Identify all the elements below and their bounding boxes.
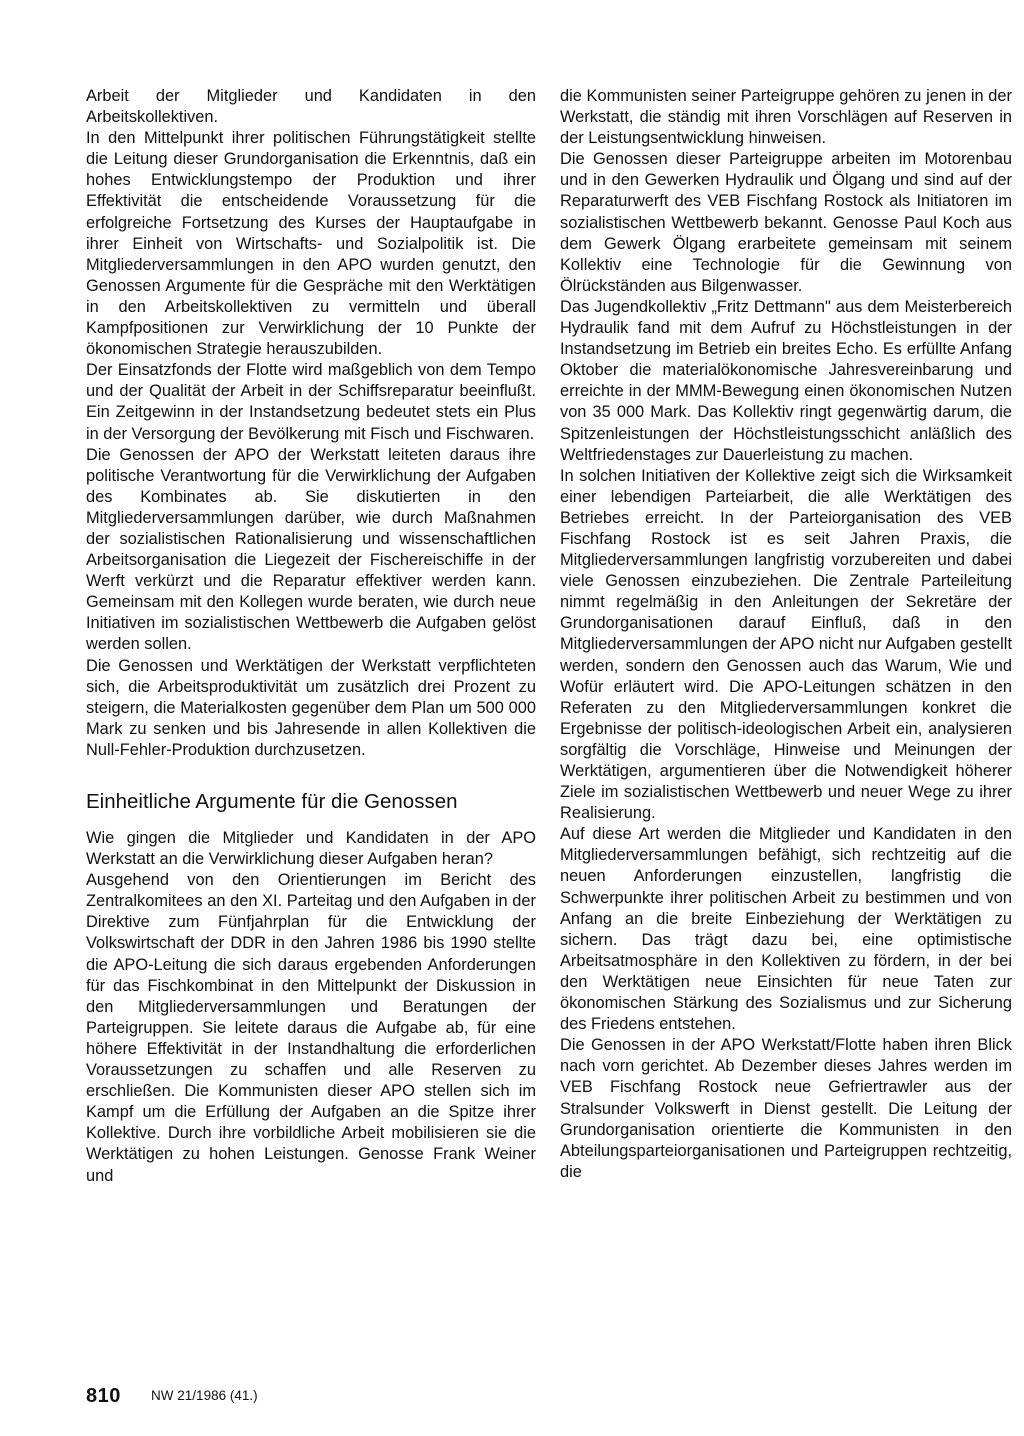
paragraph: Die Genossen dieser Parteigruppe arbeiten im Motorenbau und in den Gewerken Hydraulik und Ölgang und sind auf der Reparaturwerft des VEB Fischfang Rostock als Initiatoren im sozialistischen Wettbewerb bekannt. Genosse Paul Koch aus dem Gewerk Ölgang erarbeitete gemeinsam mit seinem Kollektiv eine Technologie für die Gewinnung von Ölrückständen aus Bilgenwasser. bbox=[560, 150, 1012, 295]
left-column bbox=[86, 86, 536, 1187]
paragraph: In solchen Initiativen der Kollektive zeigt sich die Wirksamkeit einer lebendigen Parteiarbeit, die alle Werktätigen des Betriebes erreicht. In der Parteiorganisation des VEB Fischfang Rostock ist es seit Jahren Praxis, die Mitgliederversammlungen langfristig vorzubereiten und dabei viele Genossen einzubeziehen. Die Zentrale Parteileitung nimmt regelmäßig in den Anleitungen der Sekretäre der Grundorganisationen darauf Einfluß, daß in den Mitgliederversammlungen der APO nicht nur Aufgaben gestellt werden, sondern den Genossen auch das Warum, Wie und Wofür erläutert wird. Die APO-Leitungen schätzen in den Referaten zu den Mitgliederversammlungen konkret die Ergebnisse der politisch-ideologischen Arbeit ein, analysieren sorgfältig die Vorschläge, Hinweise und Meinungen der Werktätigen, argumentieren über die Notwendigkeit höherer Ziele im sozialistischen Wettbewerb und neuer Wege zu ihrer Realisierung. bbox=[560, 466, 1012, 823]
paragraph: die Kommunisten seiner Parteigruppe gehören zu jenen in der Werkstatt, die ständig mit ihren Vorschlägen auf Reserven in der Leistungsentwicklung hinweisen. bbox=[560, 87, 1012, 148]
right-column bbox=[560, 86, 1012, 1183]
issue-reference: NW 21/1986 (41.) bbox=[151, 1388, 258, 1403]
section-heading: Einheitliche Argumente für die Genossen bbox=[86, 790, 458, 813]
paragraph: Das Jugendkollektiv „Fritz Dettmann" aus dem Meisterbereich Hydraulik fand mit dem Aufruf zu Höchstleistungen in der Instandsetzung im Betrieb ein breites Echo. Es erfüllte Anfang Oktober die materialökonomische Jahresvereinbarung und erreichte in der MMM-Bewegung einen ökonomischen Nutzen von 35 000 Mark. Das Kollektiv ringt gegenwärtig darum, die Spitzenleistungen der Höchstleistungsschicht anläßlich des Weltfriedenstages zur Dauerleistung zu machen. bbox=[560, 297, 1012, 464]
paragraph: Die Genossen und Werktätigen der Werkstatt verpflichteten sich, die Arbeitsproduktivität um zusätzlich drei Prozent zu steigern, die Materialkosten gegenüber dem Plan um 500 000 Mark zu senken und bis Jahresende in allen Kollektiven die Null-Fehler-Produktion durchzusetzen. bbox=[86, 656, 536, 759]
paragraph: In den Mittelpunkt ihrer politischen Führungstätigkeit stellte die Leitung dieser Grundorganisation die Erkenntnis, daß ein hohes Entwicklungstempo der Produktion und ihrer Effektivität die entscheidende Voraussetzung für die erfolgreiche Fortsetzung des Kurses der Hauptaufgabe in ihrer Einheit von Wirtschafts- und Sozialpolitik ist. Die Mitgliederversammlungen in den APO wurden genutzt, den Genossen Argumente für die Gespräche mit den Werktätigen in den Arbeitskollektiven zu vermitteln und überall Kampfpositionen zur Verwirklichung der 10 Punkte der ökonomischen Strategie herauszubilden. bbox=[86, 129, 536, 359]
paragraph: Der Einsatzfonds der Flotte wird maßgeblich von dem Tempo und der Qualität der Arbeit in der Schiffsreparatur beeinflußt. Ein Zeitgewinn in der Instandsetzung bedeutet stets ein Plus in der Versorgung der Bevölkerung mit Fisch und Fischwaren. bbox=[86, 361, 536, 443]
paragraph: Auf diese Art werden die Mitglieder und Kandidaten in den Mitgliederversammlungen befähigt, sich rechtzeitig auf die neuen Anforderungen einzustellen, langfristig die Schwerpunkte ihrer politischen Arbeit zu bestimmen und von Anfang an die breite Einbeziehung der Werktätigen zu sichern. Das trägt dazu bei, eine optimistische Arbeitsatmosphäre in den Kollektiven zu fördern, in der bei den Werktätigen neue Einsichten für neue Taten zur ökonomischen Stärkung des Sozialismus und zur Sicherung des Friedens entstehen. bbox=[560, 825, 1012, 1034]
paragraph: Wie gingen die Mitglieder und Kandidaten in der APO Werkstatt an die Verwirklichung dieser Aufgaben heran? bbox=[86, 829, 536, 869]
paragraph: Die Genossen in der APO Werkstatt/Flotte haben ihren Blick nach vorn gerichtet. Ab Dezember dieses Jahres werden im VEB Fischfang Rostock neue Gefriertrawler aus der Stralsunder Volkswerft in Dienst gestellt. Die Leitung der Grundorganisation orientierte die Kommunisten in den Abteilungsparteiorganisationen und Parteigruppen rechtzeitig, die bbox=[560, 1036, 1012, 1181]
paragraph: Ausgehend von den Orientierungen im Bericht des Zentralkomitees an den XI. Parteitag und den Aufgaben in der Direktive zum Fünfjahrplan für die Entwicklung der Volkswirtschaft der DDR in den Jahren 1986 bis 1990 stellte die APO-Leitung die sich daraus ergebenden Anforderungen für das Fischkombinat in den Mittelpunkt der Diskussion in den Mitgliederversammlungen und Beratungen der Parteigruppen. Sie leitete daraus die Aufgabe ab, für eine höhere Effektivität in der Instandhaltung die erforderlichen Voraussetzungen zu schaffen und alle Reserven zu erschließen. Die Kommunisten dieser APO stellen sich im Kampf um die Erfüllung der Aufgaben an die Spitze ihrer Kollektive. Durch ihre vorbildliche Arbeit mobilisieren sie die Werktätigen zu hohen Leistungen. Genosse Frank Weiner und bbox=[86, 871, 536, 1185]
page-footer bbox=[86, 1385, 258, 1408]
page-number: 810 bbox=[86, 1385, 121, 1407]
paragraph: Arbeit der Mitglieder und Kandidaten in den Arbeitskollektiven. bbox=[86, 87, 536, 127]
paragraph: Die Genossen der APO der Werkstatt leiteten daraus ihre politische Verantwortung für die Verwirklichung der Aufgaben des Kombinates ab. Sie diskutierten in den Mitgliederversammlungen darüber, wie durch Maßnahmen der sozialistischen Rationalisierung und wissenschaftlichen Arbeitsorganisation die Liegezeit der Fischereischiffe in der Werft verkürzt und die Reparatur effektiver werden kann. Gemeinsam mit den Kollegen wurde beraten, wie durch neue Initiativen im sozialistischen Wettbewerb die Aufgaben gelöst werden sollen. bbox=[86, 445, 536, 654]
